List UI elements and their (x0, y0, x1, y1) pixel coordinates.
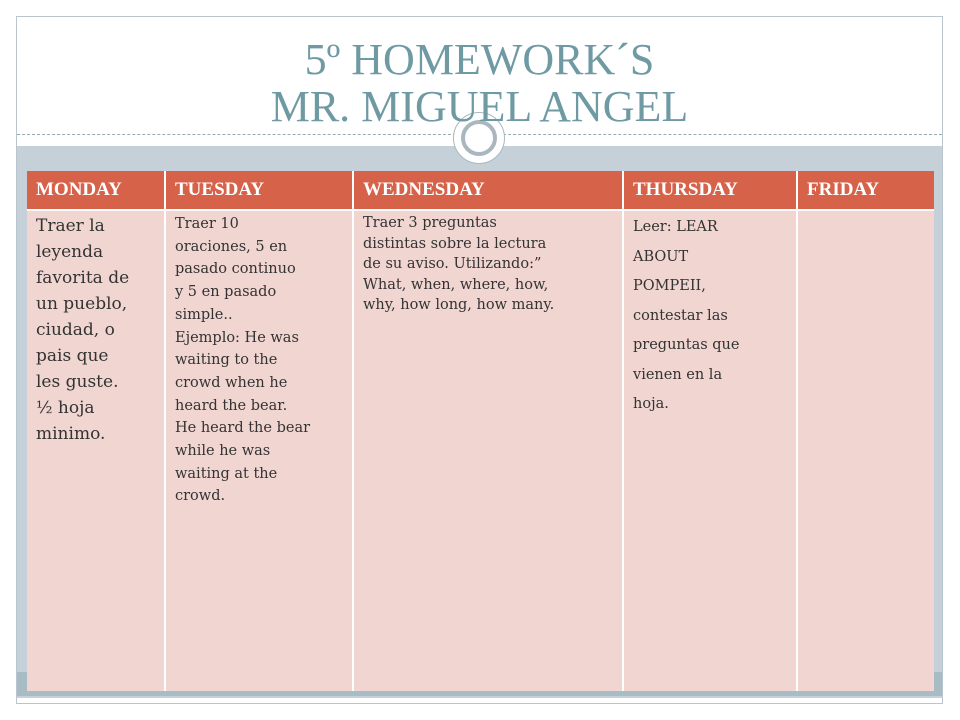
cell-thursday (623, 210, 797, 691)
cell-monday-text: Traer la leyenda favorita de un pueblo, ciudad, o pais que les guste. ½ hoja minimo. (36, 216, 130, 444)
table-row (27, 210, 934, 691)
cell-wednesday (353, 210, 623, 691)
cell-monday (27, 210, 165, 691)
cell-thursday-text: Leer: LEAR ABOUT POMPEII, contestar las preguntas que vienen en la hoja. (633, 219, 740, 412)
slide-title (17, 36, 942, 130)
cell-tuesday-text: Traer 10 oraciones, 5 en pasado continuo y 5 en pasado simple.. Ejemplo: He was waiting to the crowd when he heard the bear. He heard the bear while he was waiting at the crowd. (175, 216, 311, 505)
cell-friday (797, 210, 934, 691)
header-monday: MONDAY (27, 171, 165, 210)
header-thursday: THURSDAY (623, 171, 797, 210)
title-line-2: MR. MIGUEL ANGEL (270, 82, 689, 131)
title-line-1: 5º HOMEWORK´S (304, 35, 655, 84)
header-row (27, 171, 934, 210)
header-wednesday: WEDNESDAY (353, 171, 623, 210)
header-friday: FRIDAY (797, 171, 934, 210)
homework-table (27, 171, 934, 691)
cell-wednesday-text: Traer 3 preguntas distintas sobre la lectura de su aviso. Utilizando:” What, when, where, how, why, how long, how many. (363, 215, 555, 313)
cell-tuesday (165, 210, 353, 691)
header-tuesday: TUESDAY (165, 171, 353, 210)
